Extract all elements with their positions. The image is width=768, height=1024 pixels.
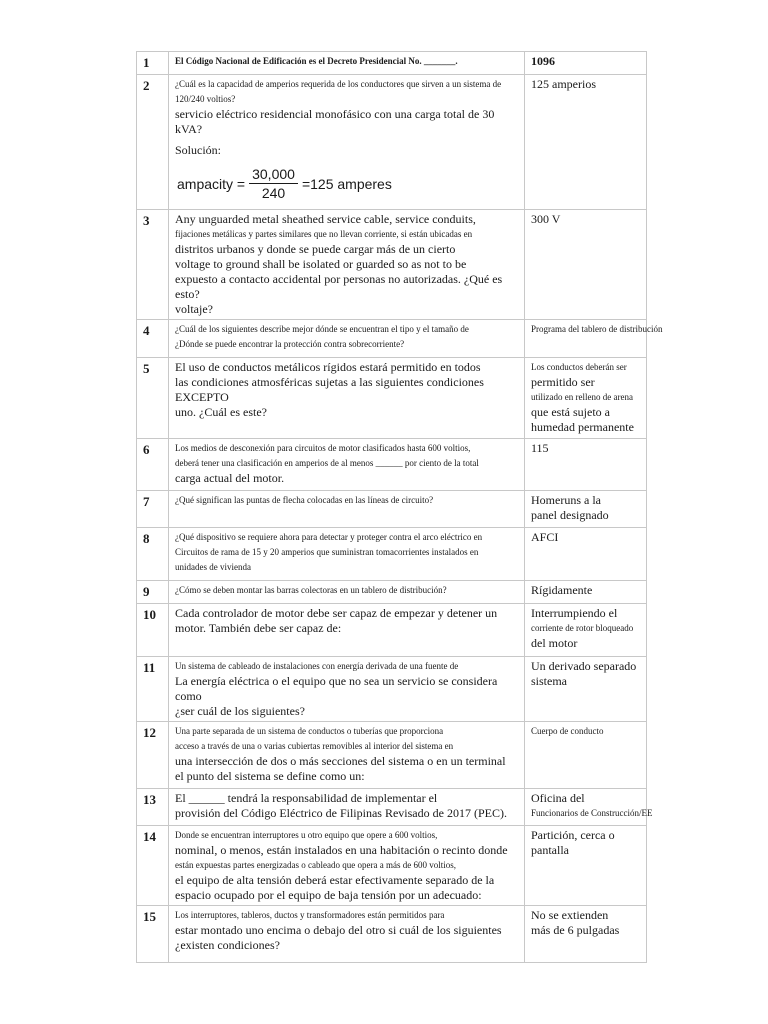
answer-cell (525, 604, 647, 657)
question-text-line: Cada controlador de motor debe ser capaz de empezar y detener un (175, 606, 498, 620)
question-number: 12 (137, 722, 169, 789)
table-row (137, 826, 647, 906)
question-cell (169, 528, 525, 581)
question-text-line: ¿Cuál de los siguientes describe mejor dónde se encuentran el tipo y el tamaño de (175, 324, 469, 334)
table-row (137, 75, 647, 210)
answer-text-line: del motor (531, 636, 578, 650)
table-row (137, 604, 647, 657)
answer-cell (525, 439, 647, 491)
question-cell (169, 358, 525, 439)
answer-text-line: 125 amperios (531, 77, 596, 91)
answer-text-line: Homeruns a la (531, 493, 601, 507)
answer-cell (525, 358, 647, 439)
question-number: 4 (137, 320, 169, 358)
question-number: 10 (137, 604, 169, 657)
answer-text-line: corriente de rotor bloqueado (531, 623, 634, 633)
question-text-line: espacio ocupado por el equipo de baja tensión por un adecuado: (175, 888, 482, 902)
question-table (136, 51, 663, 963)
question-number: 13 (137, 789, 169, 826)
question-text-line: voltage to ground shall be isolated or guarded so as not to be (175, 257, 467, 271)
answer-text-line: Funcionarios de Construcción/EE (531, 808, 653, 818)
answer-cell (525, 52, 647, 75)
question-cell (169, 320, 525, 358)
answer-cell (525, 581, 647, 604)
question-text-line: una intersección de dos o más secciones del sistema o en un terminal (175, 754, 506, 768)
ampacity-equation (177, 166, 521, 201)
answer-text-line: Los conductos deberán ser (531, 362, 627, 372)
table-row (137, 722, 647, 789)
question-text-line: Circuitos de rama de 15 y 20 amperios que suministran tomacorrientes instalados en (175, 547, 479, 557)
question-text-line: ¿ser cuál de los siguientes? (175, 704, 305, 718)
question-number: 14 (137, 826, 169, 906)
question-cell (169, 789, 525, 826)
question-text-line: El ______ tendrá la responsabilidad de implementar el (175, 791, 438, 805)
table-row (137, 528, 647, 581)
answer-text-line: AFCI (531, 530, 559, 544)
answer-text-line: Rígidamente (531, 583, 593, 597)
question-text-line: provisión del Código Eléctrico de Filipinas Revisado de 2017 (PEC). (175, 806, 507, 820)
table-row (137, 491, 647, 528)
fraction (249, 166, 298, 201)
question-text-line: Una parte separada de un sistema de conductos o tuberías que proporciona (175, 726, 444, 736)
answer-text-line: Un derivado separado (531, 659, 637, 673)
answer-text-line: sistema (531, 674, 567, 688)
question-text-line: ¿existen condiciones? (175, 938, 280, 952)
question-cell (169, 604, 525, 657)
answer-text-line: Cuerpo de conducto (531, 726, 604, 736)
question-number: 15 (137, 906, 169, 963)
answer-cell (525, 789, 653, 826)
question-text-line: carga actual del motor. (175, 471, 285, 485)
question-text-line: acceso a través de una o varias cubiertas removibles al interior del sistema en (175, 741, 454, 751)
question-text-line: Los interruptores, tableros, ductos y transformadores están permitidos para (175, 910, 445, 920)
question-text-line: el equipo de alta tensión deberá estar efectivamente separado de la (175, 873, 495, 887)
question-text-line: nominal, o menos, están instalados en una habitación o recinto donde (175, 843, 508, 857)
question-text-line: ¿Dónde se puede encontrar la protección contra sobrecorriente? (175, 339, 405, 349)
question-number: 8 (137, 528, 169, 581)
answer-text-line: más de 6 pulgadas (531, 923, 620, 937)
answer-text-line: humedad permanente (531, 420, 634, 434)
answer-text-line: No se extienden (531, 908, 609, 922)
equals-sign: = (301, 175, 311, 192)
fraction-denominator: 240 (261, 185, 286, 201)
equation-result: 125 amperes (310, 175, 392, 192)
answer-cell (525, 722, 647, 789)
question-cell (169, 75, 525, 210)
answer-text-line: 1096 (531, 54, 555, 68)
question-text-line: el punto del sistema se define como un: (175, 769, 365, 783)
question-cell (169, 52, 525, 75)
question-cell (169, 439, 525, 491)
answer-cell (525, 75, 647, 210)
answer-text-line: panel designado (531, 508, 609, 522)
table-row (137, 657, 647, 722)
answer-text-line: pantalla (531, 843, 569, 857)
question-text-line: ¿Qué dispositivo se requiere ahora para detectar y proteger contra el arco eléctrico en (175, 532, 483, 542)
question-number: 1 (137, 52, 169, 75)
question-text-line: Donde se encuentran interruptores u otro equipo que opere a 600 voltios, (175, 830, 438, 840)
question-cell (169, 826, 525, 906)
table-row (137, 906, 647, 963)
table-row (137, 210, 647, 320)
question-text-line: unidades de vivienda (175, 562, 251, 572)
question-number: 7 (137, 491, 169, 528)
question-text-line: servicio eléctrico residencial monofásico con una carga total de 30 kVA? (175, 107, 495, 136)
question-text-line: las condiciones atmosféricas sujetas a las siguientes condiciones EXCEPTO (175, 375, 484, 404)
question-number: 11 (137, 657, 169, 722)
question-text-line: La energía eléctrica o el equipo que no sea un servicio se considera como (175, 674, 498, 703)
answer-cell (525, 210, 647, 320)
question-text-line: uno. ¿Cuál es este? (175, 405, 267, 419)
answer-text-line: que está sujeto a (531, 405, 610, 419)
equals-sign: = (233, 175, 246, 192)
solution-label: Solución: (175, 143, 222, 157)
table-row (137, 320, 647, 358)
answer-text-line: utilizado en relleno de arena (531, 392, 633, 402)
answer-text-line: Partición, cerca o (531, 828, 615, 842)
question-number: 3 (137, 210, 169, 320)
question-number: 6 (137, 439, 169, 491)
question-text-line: Los medios de desconexión para circuitos de motor clasificados hasta 600 voltios, (175, 443, 471, 453)
answer-text-line: permitido ser (531, 375, 595, 389)
answer-text-line: Programa del tablero de distribución (531, 324, 663, 334)
answer-text-line: 115 (531, 441, 549, 455)
question-text-line: expuesto a contacto accidental por personas no autorizadas. ¿Qué es esto? (175, 272, 503, 301)
question-number: 5 (137, 358, 169, 439)
question-text-line: distritos urbanos y donde se puede cargar más de un cierto (175, 242, 456, 256)
answer-cell (525, 906, 647, 963)
answer-cell (525, 320, 663, 358)
fraction-numerator: 30,000 (249, 166, 298, 184)
question-cell (169, 581, 525, 604)
answer-text-line: Oficina del (531, 791, 585, 805)
question-cell (169, 210, 525, 320)
question-text-line: Any unguarded metal sheathed service cable, service conduits, (175, 212, 476, 226)
table-row (137, 52, 647, 75)
answer-cell (525, 528, 647, 581)
question-text-line: Un sistema de cableado de instalaciones con energía derivada de una fuente de (175, 661, 459, 671)
question-table-body (137, 52, 663, 963)
answer-text-line: Interrumpiendo el (531, 606, 618, 620)
question-number: 9 (137, 581, 169, 604)
question-text-line: ¿Cómo se deben montar las barras colectoras en un tablero de distribución? (175, 585, 447, 595)
question-text-line: fijaciones metálicas y partes similares que no llevan corriente, si están ubicadas en (175, 229, 473, 239)
table-row (137, 789, 647, 826)
question-text-line: deberá tener una clasificación en amperios de al menos ______ por ciento de la total (175, 458, 479, 468)
question-text-line: estar montado uno encima o debajo del otro si cuál de los siguientes (175, 923, 502, 937)
question-text-line: voltaje? (175, 302, 213, 316)
question-cell (169, 491, 525, 528)
answer-cell (525, 657, 647, 722)
table-row (137, 581, 647, 604)
question-cell (169, 722, 525, 789)
question-text-line: motor. También debe ser capaz de: (175, 621, 342, 635)
table-row (137, 439, 647, 491)
answer-cell (525, 491, 647, 528)
table-row (137, 358, 647, 439)
question-text-line: El Código Nacional de Edificación es el Decreto Presidencial No. _______. (175, 56, 458, 66)
question-number: 2 (137, 75, 169, 210)
question-text-line: están expuestas partes energizadas o cableado que opera a más de 600 voltios, (175, 860, 456, 870)
question-cell (169, 906, 525, 963)
answer-text-line: 300 V (531, 212, 561, 226)
question-cell (169, 657, 525, 722)
question-text-line: El uso de conductos metálicos rígidos estará permitido en todos (175, 360, 481, 374)
question-text-line: ¿Qué significan las puntas de flecha colocadas en las líneas de circuito? (175, 495, 434, 505)
answer-cell (525, 826, 647, 906)
question-text-line: ¿Cuál es la capacidad de amperios requerida de los conductores que sirven a un sistema de 120/240 voltios? (175, 79, 502, 104)
equation-lhs: ampacity (177, 175, 234, 192)
